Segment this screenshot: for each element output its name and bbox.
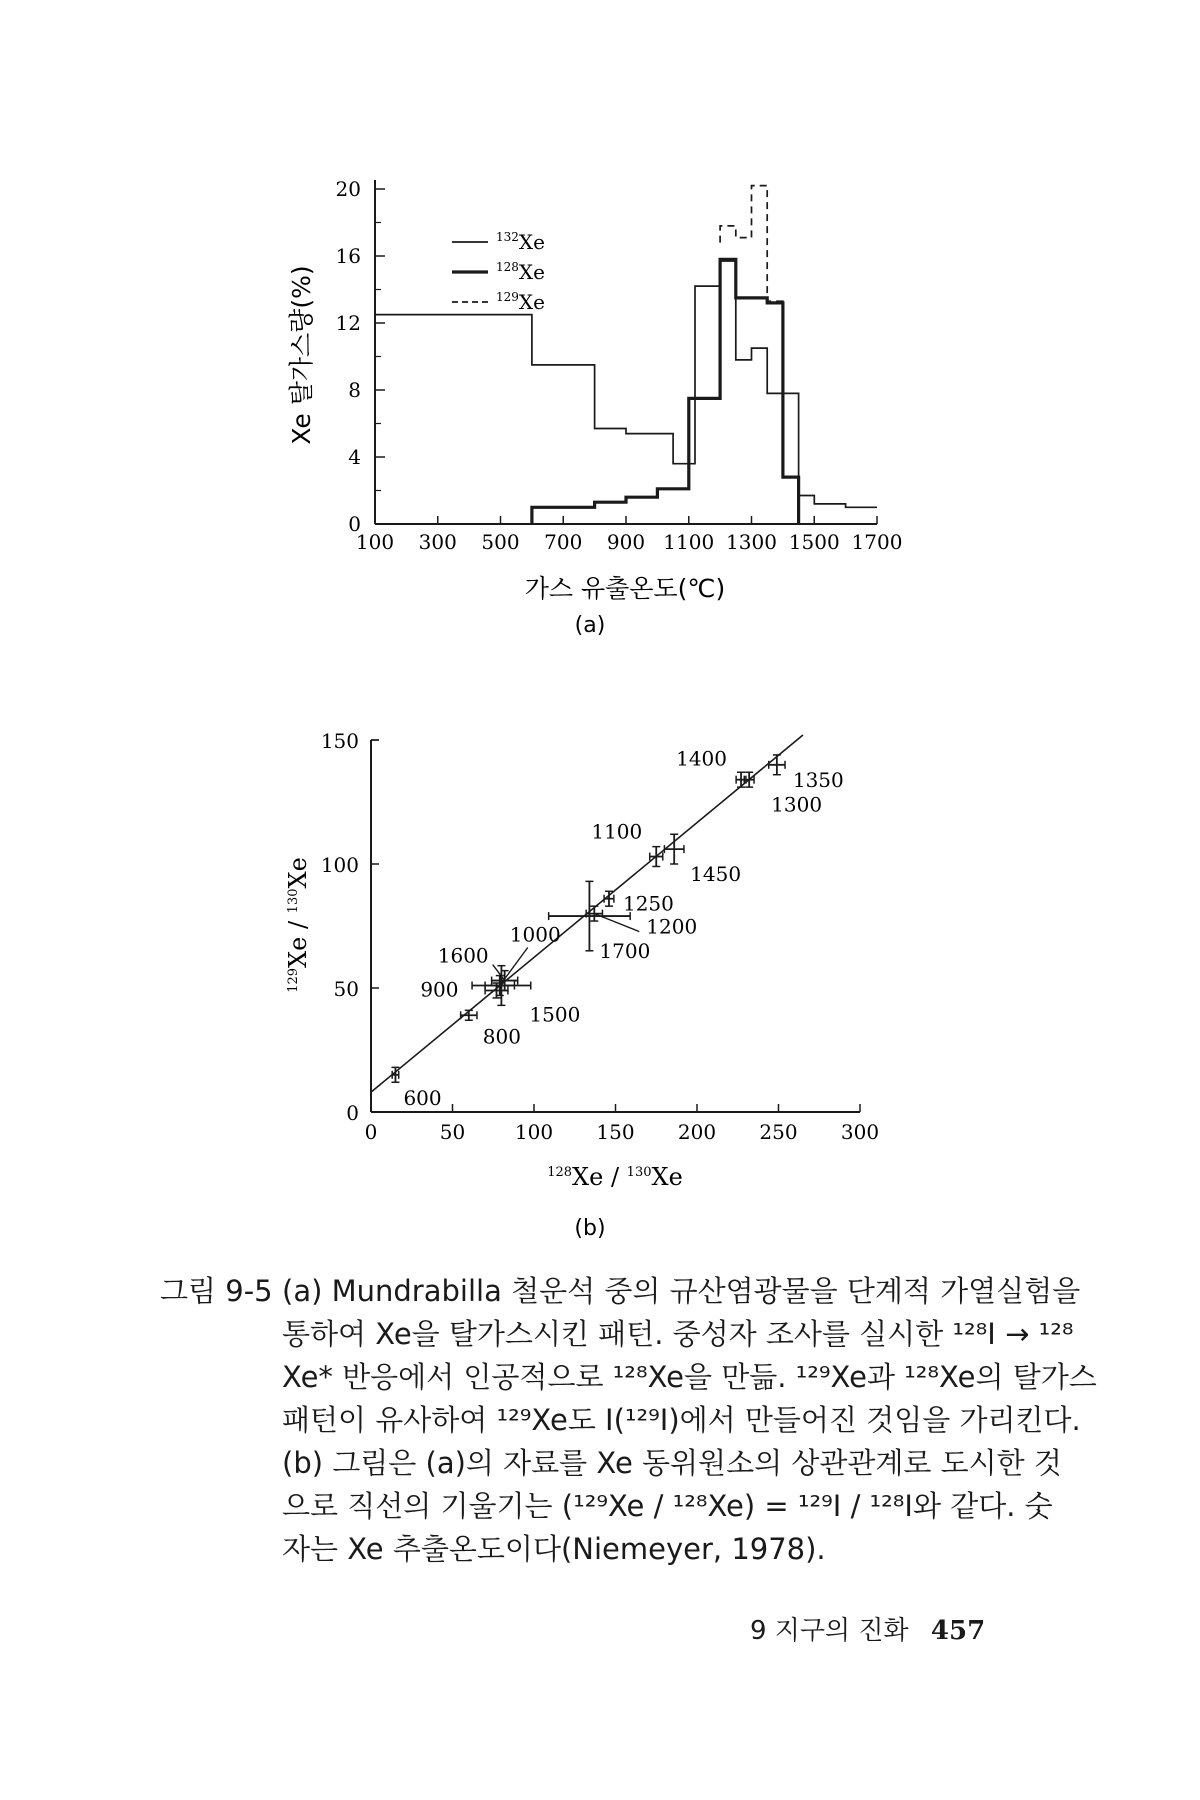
caption-line: 패턴이 유사하여 ¹²⁹Xe도 I(¹²⁹I)에서 만들어진 것임을 가리킨다. — [282, 1403, 1081, 1437]
caption-line: 으로 직선의 기울기는 (¹²⁹Xe / ¹²⁸Xe) = ¹²⁹I / ¹²⁸I와 같다. 숫 — [282, 1489, 1053, 1523]
series-line-128Xe — [532, 259, 799, 524]
point-label: 1000 — [509, 922, 561, 947]
point-label: 1200 — [646, 914, 698, 939]
point-label: 1700 — [599, 939, 651, 964]
y-tick-label: 150 — [320, 729, 359, 753]
point-label: 1350 — [792, 767, 844, 792]
point-label: 1500 — [529, 1002, 581, 1027]
y-tick-label: 50 — [333, 977, 359, 1001]
panel-label: (a) — [574, 613, 606, 638]
y-axis-title: $^{129}$Xe / $^{130}$Xe — [284, 857, 312, 993]
y-tick-label: 0 — [346, 1101, 359, 1125]
legend-label: $^{128}$Xe — [496, 260, 545, 284]
point-label: 1100 — [591, 819, 643, 844]
chart-b — [284, 729, 879, 1241]
panel-label: (b) — [574, 1216, 606, 1241]
y-tick-label: 12 — [335, 311, 361, 335]
x-tick-label: 500 — [481, 530, 520, 554]
x-tick-label: 50 — [439, 1120, 466, 1144]
x-tick-label: 1300 — [726, 530, 777, 554]
point-label: 1250 — [622, 891, 674, 916]
y-axis-title: Xe 탈가스량(%) — [287, 265, 316, 445]
x-tick-label: 300 — [840, 1120, 880, 1144]
x-tick-label: 300 — [418, 530, 457, 554]
point-label: 900 — [420, 977, 459, 1002]
page-footer — [750, 1610, 985, 1647]
x-tick-label: 0 — [364, 1120, 378, 1144]
page-number: 457 — [930, 1616, 986, 1646]
y-tick-label: 100 — [320, 853, 359, 877]
chart-a — [287, 177, 902, 638]
y-tick-label: 4 — [348, 445, 361, 469]
point-label: 1600 — [437, 943, 489, 968]
caption-line: (a) Mundrabilla 철운석 중의 규산염광물을 단계적 가열실험을 — [282, 1274, 1081, 1308]
footer-section: 9 지구의 진화 — [750, 1616, 909, 1646]
caption-line: 통하여 Xe을 탈가스시킨 패턴. 중성자 조사를 실시한 ¹²⁸I → ¹²⁸ — [282, 1317, 1074, 1351]
series-line-132Xe — [375, 261, 877, 507]
y-tick-label: 8 — [348, 378, 361, 402]
point-label: 600 — [403, 1085, 442, 1110]
label-leader — [493, 965, 505, 981]
caption-line: (b) 그림은 (a)의 자료를 Xe 동위원소의 상관관계로 도시한 것 — [282, 1446, 1062, 1480]
point-label: 1400 — [676, 746, 728, 771]
y-tick-label: 16 — [335, 244, 361, 268]
point-label: 1450 — [690, 862, 742, 887]
x-tick-label: 700 — [544, 530, 583, 554]
x-tick-label: 200 — [677, 1120, 717, 1144]
point-label: 800 — [482, 1024, 521, 1049]
x-tick-label: 100 — [514, 1120, 554, 1144]
x-tick-label: 1100 — [663, 530, 715, 554]
x-axis-title: $^{128}$Xe / $^{130}$Xe — [547, 1163, 683, 1191]
x-tick-label: 250 — [759, 1120, 798, 1144]
caption-line: Xe* 반응에서 인공적으로 ¹²⁸Xe을 만듦. ¹²⁹Xe과 ¹²⁸Xe의 탈가스 — [282, 1360, 1097, 1394]
x-tick-label: 1700 — [851, 530, 903, 554]
legend-label: $^{129}$Xe — [496, 290, 545, 314]
series-line-129Xe — [720, 186, 783, 478]
y-tick-label: 0 — [348, 512, 361, 536]
caption-number: 그림 9-5 — [160, 1274, 273, 1308]
x-tick-label: 150 — [596, 1120, 635, 1144]
caption-line: 자는 Xe 추출온도이다(Niemeyer, 1978). — [282, 1532, 826, 1566]
legend-label: $^{132}$Xe — [496, 230, 545, 254]
x-tick-label: 100 — [355, 530, 395, 554]
x-axis-title: 가스 유출온도(℃) — [524, 574, 726, 603]
x-tick-label: 1500 — [788, 530, 840, 554]
point-label: 1300 — [771, 792, 823, 817]
y-tick-label: 20 — [335, 177, 361, 201]
x-tick-label: 900 — [606, 530, 646, 554]
